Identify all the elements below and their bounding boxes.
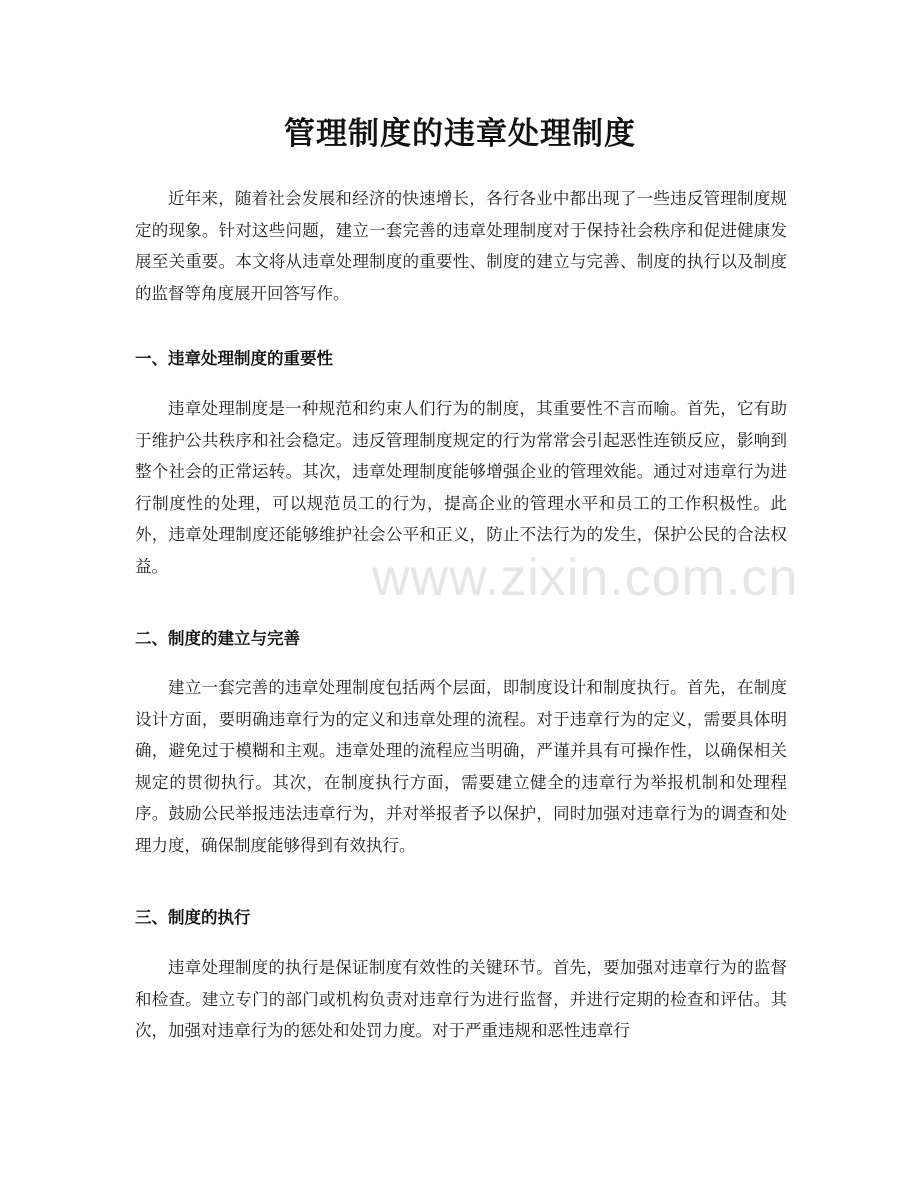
- watermark: www.zixin.com.cn: [372, 549, 799, 607]
- section-1-body: 违章处理制度是一种规范和约束人们行为的制度，其重要性不言而喻。首先，它有助于维护公共秩序和社会稳定。违反管理制度规定的行为常常会引起恶性连锁反应，影响到整个社会的正常运转。其次，违章处理制度能够增强企业的管理效能。通过对违章行为进行制度性的处理，可以规范员工的行为，提高企业的管理水平和员工的工作积极性。此外，违章处理制度还能够维护社会公平和正义，防止不法行为的发生，保护公民的合法权益。: [135, 399, 787, 576]
- section-2-heading: 二、制度的建立与完善: [135, 629, 300, 648]
- section-2-body: 建立一套完善的违章处理制度包括两个层面，即制度设计和制度执行。首先，在制度设计方面，要明确违章行为的定义和违章处理的流程。对于违章行为的定义，需要具体明确，避免过于模糊和主观。违章处理的流程应当明确，严谨并具有可操作性，以确保相关规定的贯彻执行。其次，在制度执行方面，需要建立健全的违章行为举报机制和处理程序。鼓励公民举报违法违章行为，并对举报者予以保护，同时加强对违章行为的调查和处理力度，确保制度能够得到有效执行。: [135, 678, 787, 855]
- section-3-body: 违章处理制度的执行是保证制度有效性的关键环节。首先，要加强对违章行为的监督和检查。建立专门的部门或机构负责对违章行为进行监督，并进行定期的检查和评估。其次，加强对违章行为的惩处和处罚力度。对于严重违规和恶性违章行: [135, 958, 787, 1040]
- section-1-heading: 一、违章处理制度的重要性: [135, 349, 333, 368]
- section-3-heading: 三、制度的执行: [135, 908, 251, 927]
- intro-paragraph: 近年来，随着社会发展和经济的快速增长，各行各业中都出现了一些违反管理制度规定的现象。针对这些问题，建立一套完善的违章处理制度对于保持社会秩序和促进健康发展至关重要。本文将从违章处理制度的重要性、制度的建立与完善、制度的执行以及制度的监督等角度展开回答写作。: [135, 189, 787, 303]
- document-title: 管理制度的违章处理制度: [284, 116, 636, 152]
